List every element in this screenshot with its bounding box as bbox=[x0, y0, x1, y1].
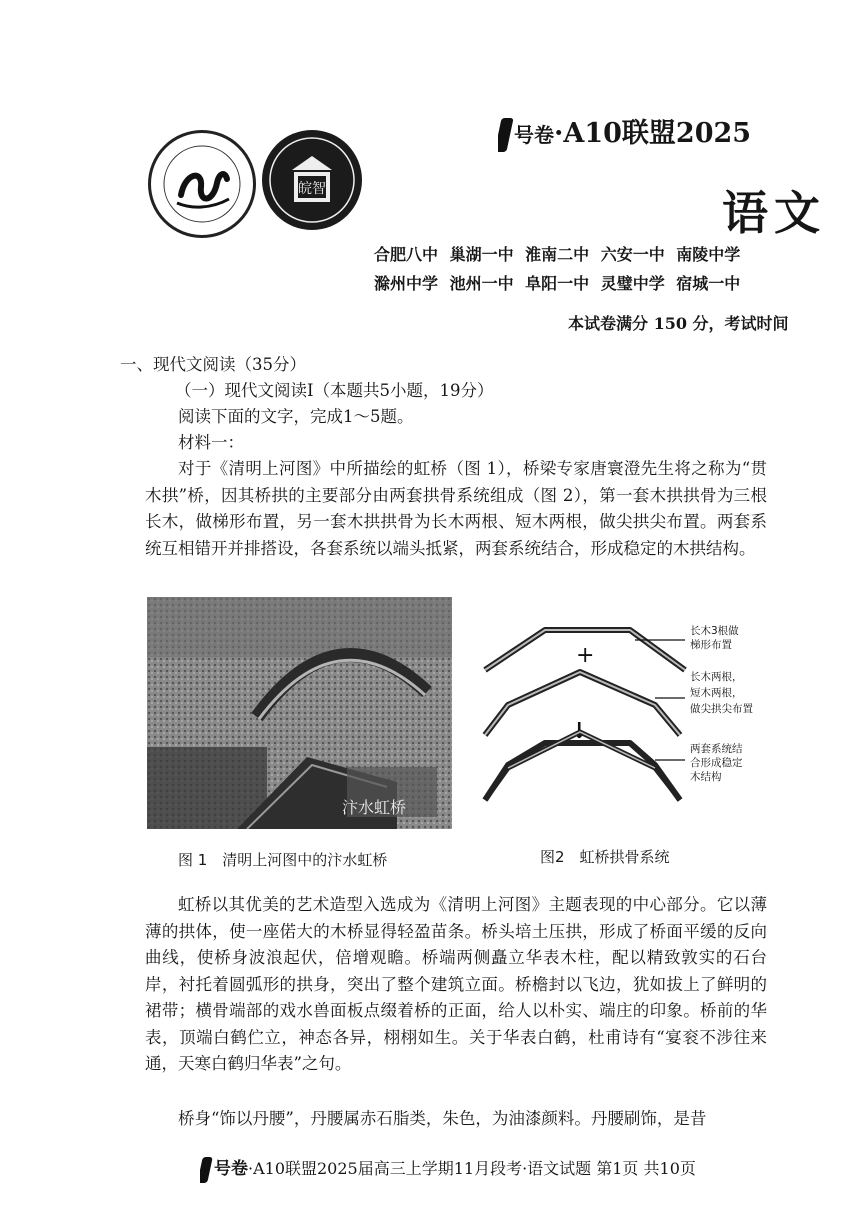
logo2-badge-text: 皖智 bbox=[298, 181, 326, 197]
figure-2-diagram bbox=[470, 610, 770, 835]
fig2-label-3b: 合形成稳定 bbox=[690, 757, 743, 769]
page-footer bbox=[200, 1152, 760, 1186]
figure-2-caption: 图2 虹桥拱骨系统 bbox=[540, 848, 670, 866]
figure-1-photo bbox=[147, 597, 452, 829]
instruction-text: 阅读下面的文字，完成1～5题。 bbox=[178, 407, 414, 426]
rainbow-bridge-painting-icon bbox=[147, 597, 452, 829]
exam-brand-title bbox=[498, 112, 867, 156]
down-arrow-icon: ↓ bbox=[570, 719, 589, 744]
fig2-label-2a: 长木两根， bbox=[690, 671, 743, 683]
brand-rest: ·A10联盟2025 bbox=[554, 118, 752, 149]
paragraph-3-partial: 桥身“饰以丹腰”，丹腰属赤石脂类，朱色，为油漆颜料。丹腰刷饰，是昔 bbox=[178, 1109, 707, 1128]
fig2-label-1a: 长木3根做 bbox=[690, 625, 739, 637]
exam-note: 本试卷满分 150 分，考试时间 bbox=[568, 314, 789, 333]
schools-row-2: 滁州中学 池州一中 阜阳一中 灵璧中学 宿城一中 bbox=[374, 274, 741, 293]
figure-1-caption: 图 1 清明上河图中的汴水虹桥 bbox=[178, 851, 388, 869]
paragraph-1: 对于《清明上河图》中所描绘的虹桥（图 1），桥梁专家唐寰澄先生将之称为“贯木拱”桥，因其桥拱的主要部分由两套拱骨系统组成（图 2），第一套木拱拱骨为三根长木，做梯形布置，另一套木拱拱骨为长木两根、短木两根，做尖拱尖布置。两套系统互相错开并排搭设，各套系统以端头抵紧，两套系统结合，形成稳定的木拱结构。 bbox=[145, 459, 767, 558]
alliance-logo bbox=[148, 130, 256, 238]
fig2-label-3c: 木结构 bbox=[690, 771, 722, 783]
material-label: 材料一： bbox=[178, 433, 244, 452]
brand-stroke-icon bbox=[498, 118, 514, 152]
alliance-logo-emblem-icon bbox=[151, 133, 253, 235]
footer-brand-stroke-icon bbox=[200, 1157, 213, 1183]
footer-text: ·A10联盟2025届高三上学期11月段考·语文试题 第1页 共10页 bbox=[248, 1159, 696, 1178]
wanzhi-education-logo bbox=[262, 130, 362, 230]
wanzhi-emblem-icon bbox=[262, 130, 362, 230]
section-title: 一、现代文阅读（35分） bbox=[120, 355, 306, 374]
plus-symbol: + bbox=[576, 643, 595, 668]
arch-skeleton-diagram-icon bbox=[470, 610, 770, 835]
footer-brand-handwritten: 号卷 bbox=[214, 1159, 248, 1179]
paragraph-2: 虹桥以其优美的艺术造型入选成为《清明上河图》主题表现的中心部分。它以薄薄的拱体，使一座偌大的木桥显得轻盈苗条。桥头培土压拱，形成了桥面平缓的反向曲线，使桥身波浪起伏，倍增观瞻。桥端两侧矗立华表木柱，配以精致敦实的石台岸，衬托着圆弧形的拱身，突出了整个建筑立面。桥檐封以飞边，犹如拔上了鲜明的裙带；横骨端部的戏水兽面板点缀着桥的正面，给人以朴实、端庄的印象。桥前的华表，顶端白鹤伫立，神态各异，栩栩如生。关于华表白鹤，杜甫诗有“宴衮不涉往来通，天寒白鹤归华表”之句。 bbox=[145, 895, 767, 1073]
section-subtitle: （一）现代文阅读Ⅰ（本题共5小题，19分） bbox=[175, 381, 494, 400]
fig2-label-2c: 做尖拱尖布置 bbox=[690, 703, 753, 715]
fig2-label-3a: 两套系统结 bbox=[690, 743, 743, 755]
fig2-label-1b: 梯形布置 bbox=[690, 639, 732, 651]
brand-handwritten: 号卷 bbox=[514, 123, 554, 147]
fig2-label-2b: 短木两根， bbox=[690, 687, 743, 699]
subject-title: 语文 bbox=[722, 186, 826, 240]
photo-inscription: 汴水虹桥 bbox=[342, 798, 407, 817]
schools-row-1: 合肥八中 巢湖一中 淮南二中 六安一中 南陵中学 bbox=[374, 245, 741, 264]
